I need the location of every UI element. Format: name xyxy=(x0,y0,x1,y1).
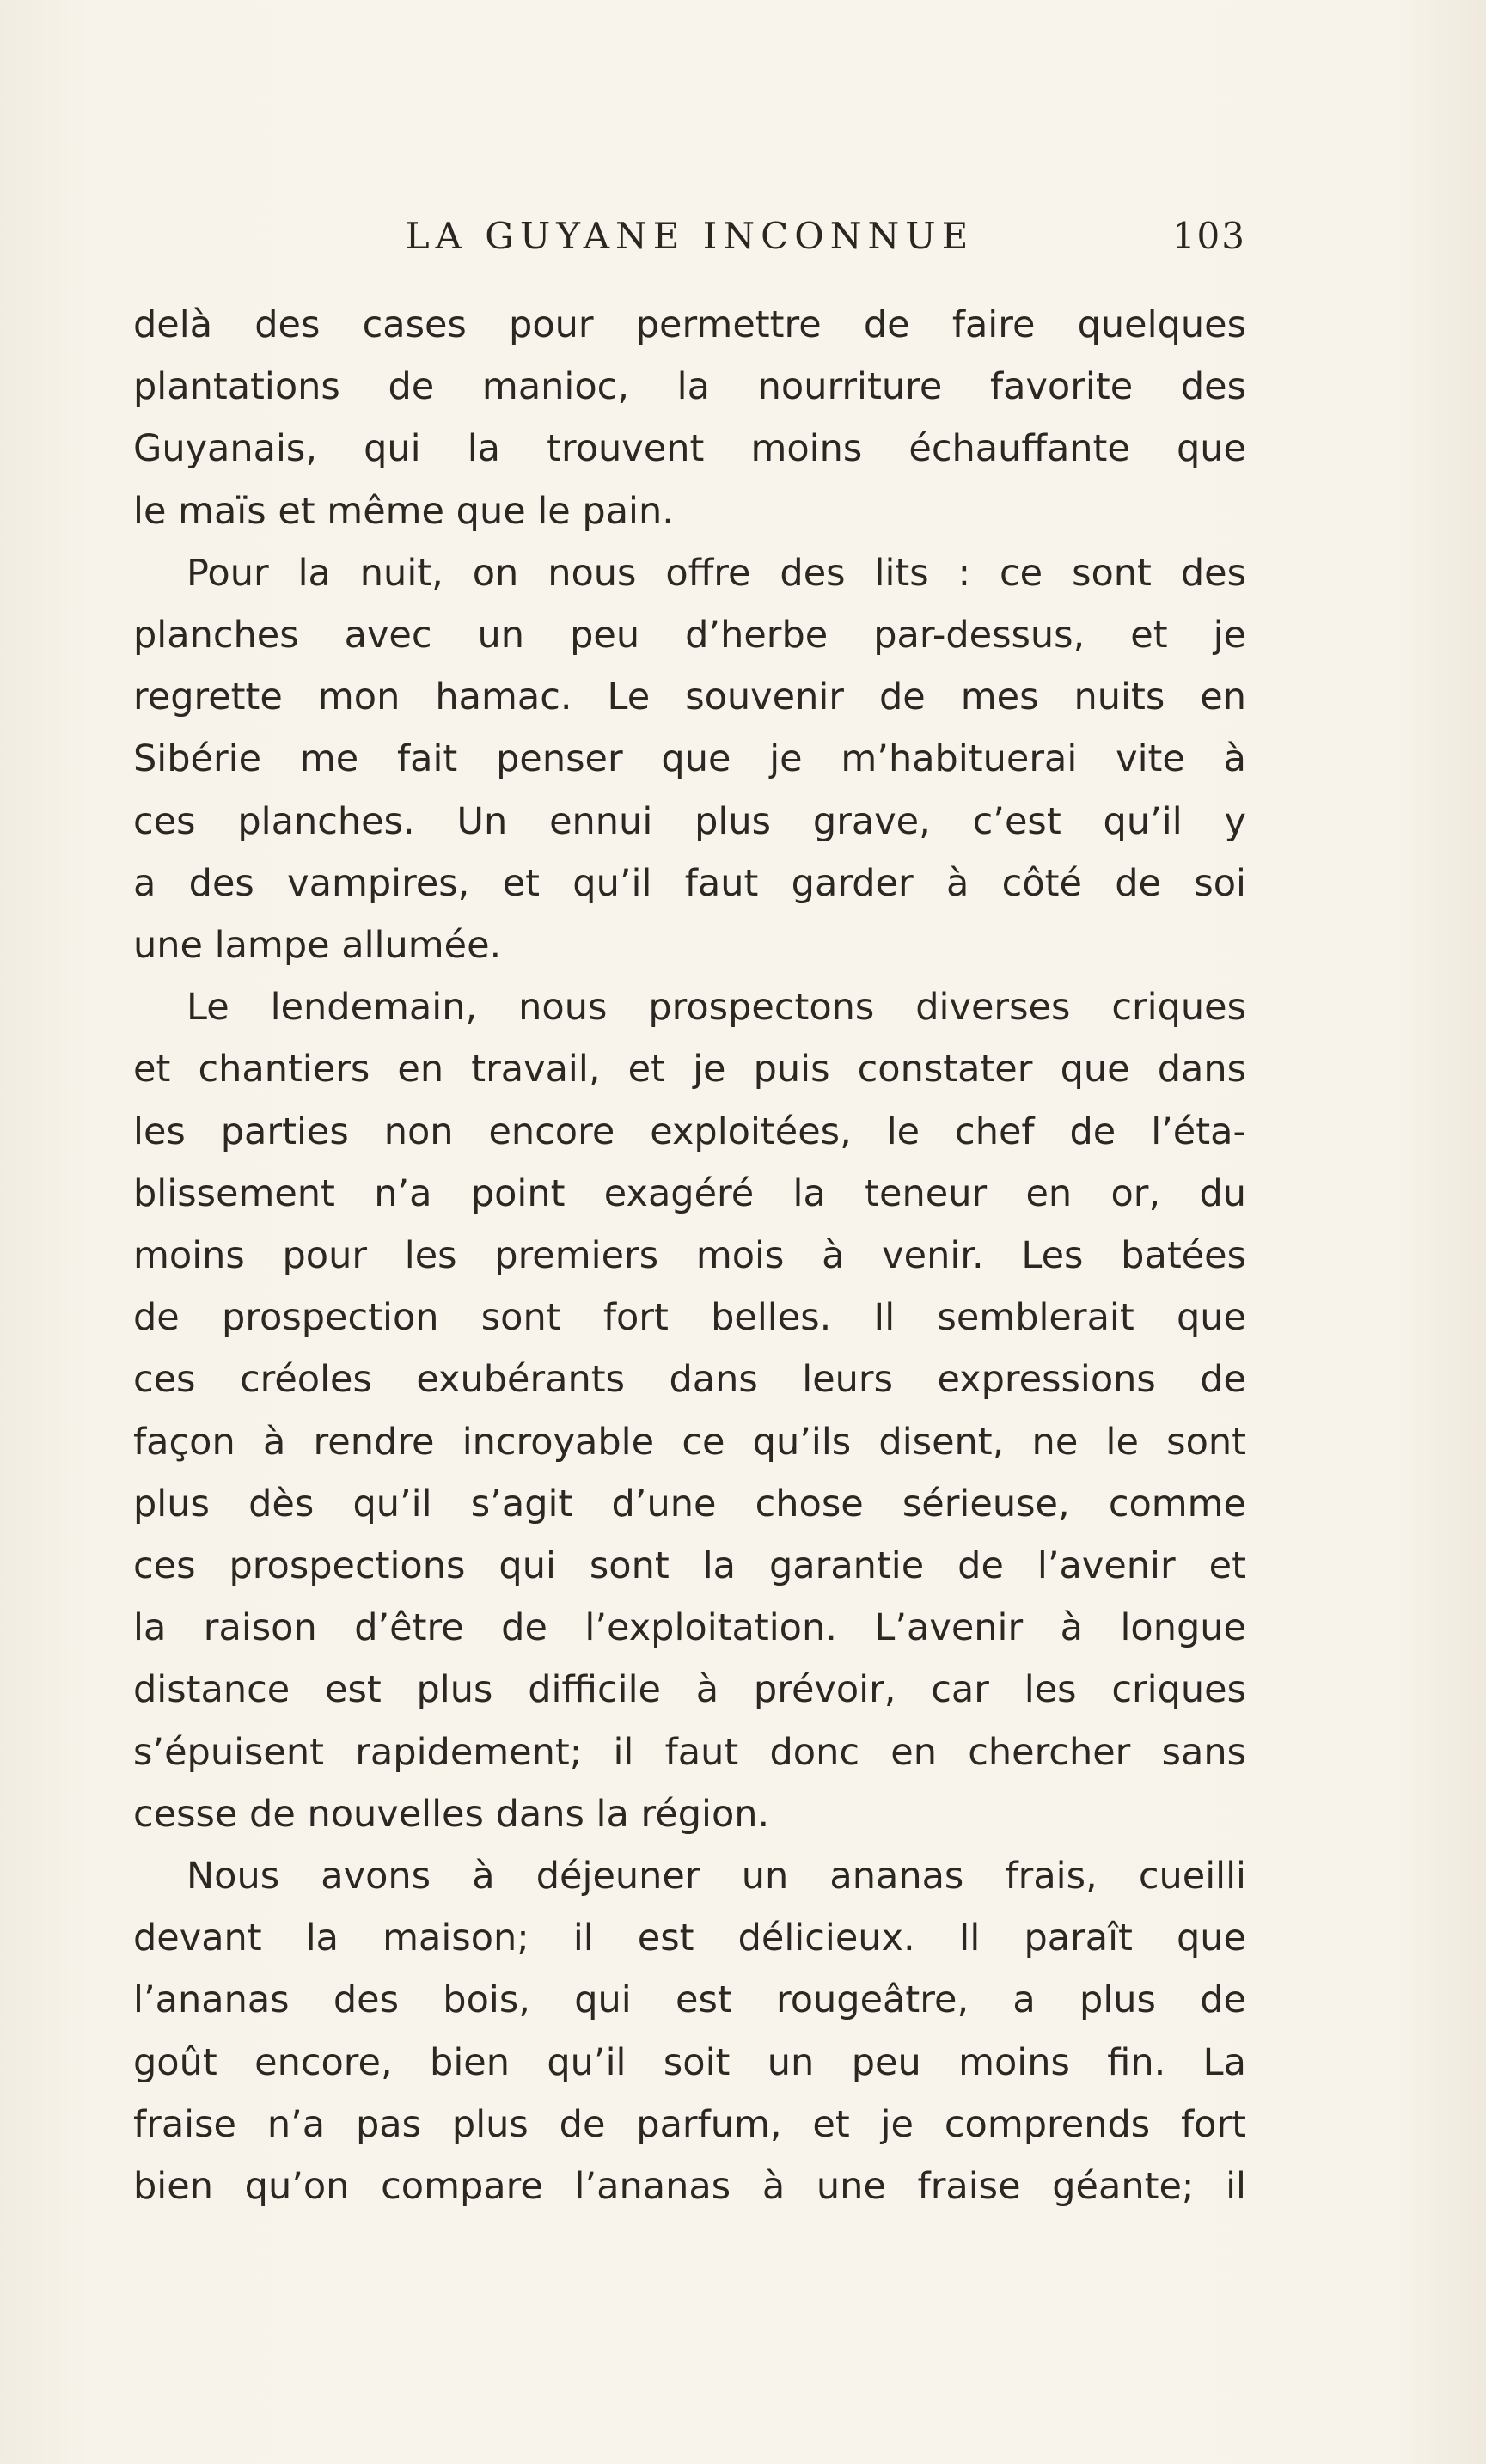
text-line: et chantiers en travail, et je puis constater que dans xyxy=(133,1048,1246,1091)
paragraph-3 xyxy=(133,976,1246,1845)
text-line: Guyanais, qui la trouvent moins échauffante que xyxy=(133,427,1246,471)
text-line: s’épuisent rapidement; il faut donc en chercher sans xyxy=(133,1730,1246,1774)
text-line: cesse de nouvelles dans la région. xyxy=(133,1792,770,1836)
paragraph-4 xyxy=(133,1845,1246,2217)
page-header xyxy=(133,215,1246,266)
paragraph-2 xyxy=(133,542,1246,976)
text-line: la raison d’être de l’exploitation. L’avenir à longue xyxy=(133,1606,1246,1650)
text-line: a des vampires, et qu’il faut garder à côté de soi xyxy=(133,861,1246,905)
text-line: de prospection sont fort belles. Il semblerait que xyxy=(133,1296,1246,1340)
text-line: ces créoles exubérants dans leurs expressions de xyxy=(133,1358,1246,1402)
text-line: bien qu’on compare l’ananas à une fraise géante; il xyxy=(133,2165,1246,2209)
text-line: Pour la nuit, on nous offre des lits : ce sont des xyxy=(187,551,1246,595)
text-line: Sibérie me fait penser que je m’habituerai vite à xyxy=(133,737,1246,781)
text-line: plantations de manioc, la nourriture favorite des xyxy=(133,365,1246,409)
paragraph-1 xyxy=(133,294,1246,542)
text-line: delà des cases pour permettre de faire quelques xyxy=(133,303,1246,346)
text-line: les parties non encore exploitées, le chef de l’éta- xyxy=(133,1110,1246,1153)
text-line: regrette mon hamac. Le souvenir de mes nuits en xyxy=(133,676,1246,719)
text-line: fraise n’a pas plus de parfum, et je comprends fort xyxy=(133,2102,1246,2146)
text-line: façon à rendre incroyable ce qu’ils disent, ne le sont xyxy=(133,1420,1246,1464)
body-text xyxy=(133,294,1246,2217)
text-line: une lampe allumée. xyxy=(133,924,502,968)
text-line: blissement n’a point exagéré la teneur en or, du xyxy=(133,1171,1246,1215)
text-line: goût encore, bien qu’il soit un peu moins fin. La xyxy=(133,2040,1246,2084)
text-line: ces prospections qui sont la garantie de l’avenir et xyxy=(133,1544,1246,1588)
page-number: 103 xyxy=(1171,215,1246,257)
text-line: Le lendemain, nous prospectons diverses criques xyxy=(187,986,1246,1030)
text-line: devant la maison; il est délicieux. Il paraît que xyxy=(133,1917,1246,1960)
text-line: plus dès qu’il s’agit d’une chose sérieuse, comme xyxy=(133,1482,1246,1525)
running-title: LA GUYANE INCONNUE xyxy=(405,215,975,257)
text-line: planches avec un peu d’herbe par-dessus, et je xyxy=(133,614,1246,657)
text-line: moins pour les premiers mois à venir. Les batées xyxy=(133,1234,1246,1278)
text-line: Nous avons à déjeuner un ananas frais, cueilli xyxy=(187,1855,1246,1898)
text-line: distance est plus difficile à prévoir, car les criques xyxy=(133,1668,1246,1712)
text-line: l’ananas des bois, qui est rougeâtre, a plus de xyxy=(133,1978,1246,2022)
text-line: le maïs et même que le pain. xyxy=(133,489,674,533)
text-line: ces planches. Un ennui plus grave, c’est qu’il y xyxy=(133,799,1246,843)
